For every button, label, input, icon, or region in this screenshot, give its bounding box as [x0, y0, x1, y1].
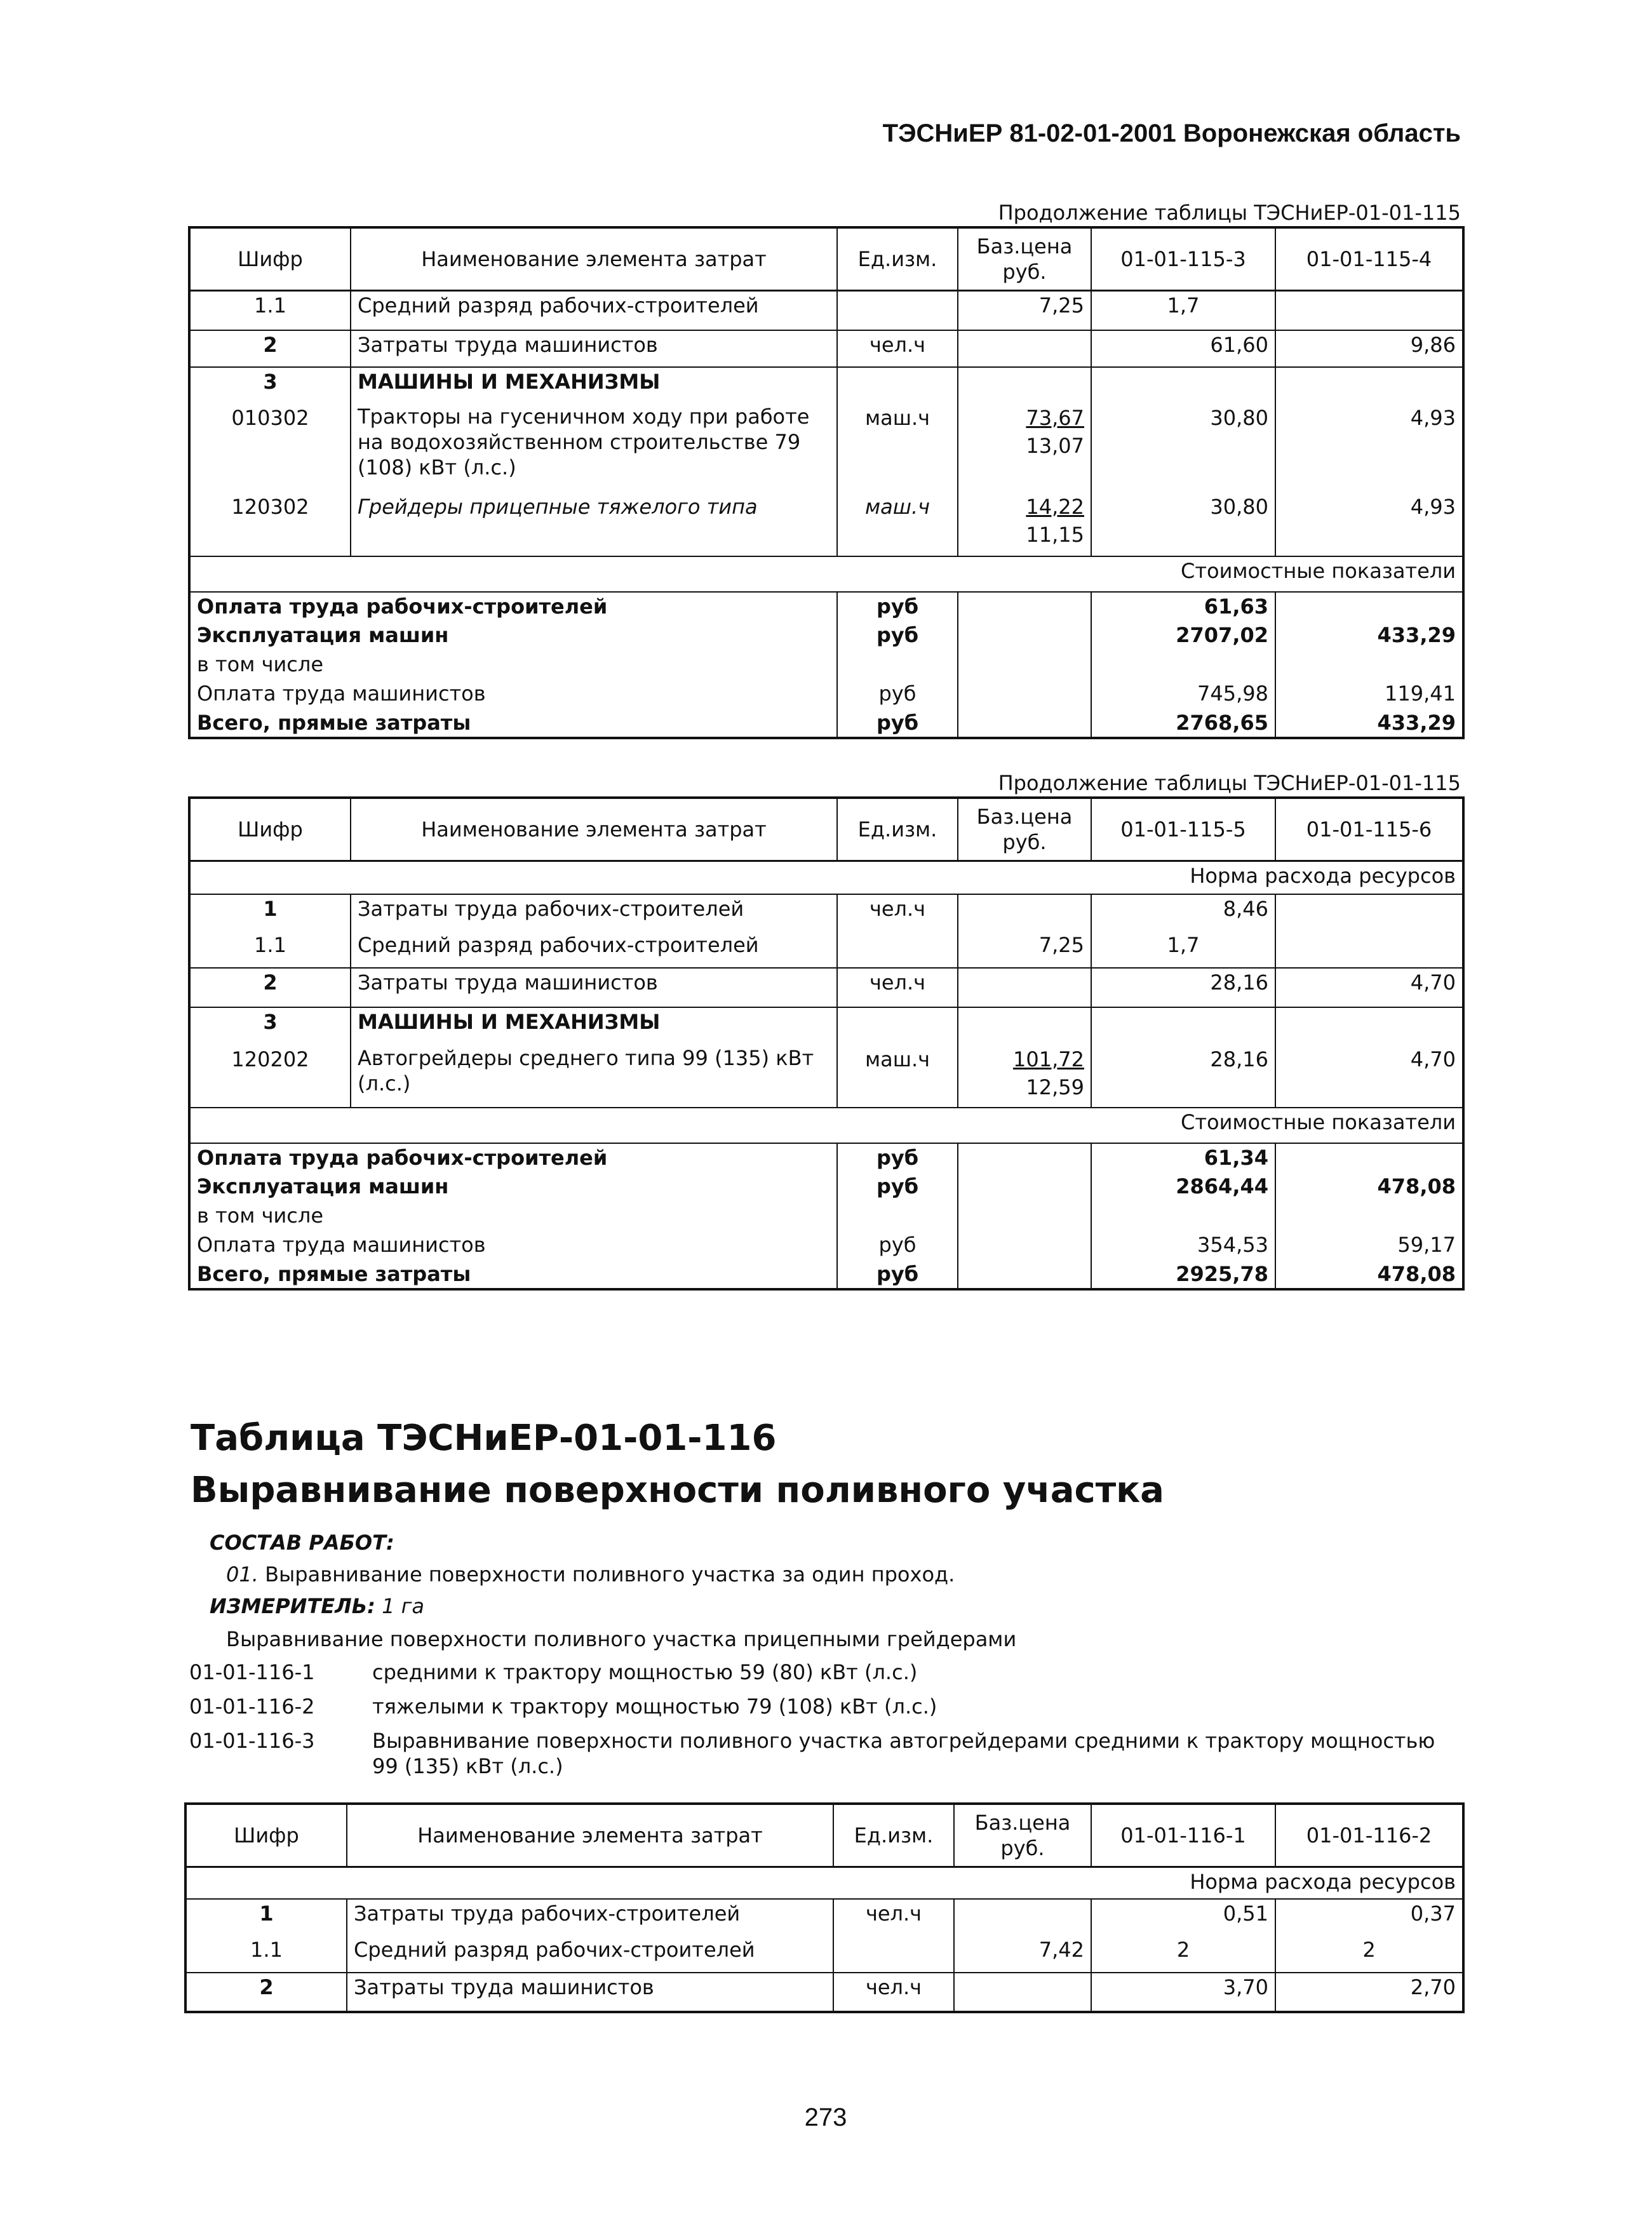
row-name: Затраты труда рабочих-строителей [347, 1899, 833, 1936]
row-unit: маш.ч [837, 1045, 958, 1108]
row-code: 3 [189, 1007, 351, 1045]
row-name: Затраты труда машинистов [351, 968, 837, 1007]
cost-row [189, 680, 1463, 709]
row-price [958, 1007, 1091, 1045]
row-v2: 0,37 [1275, 1899, 1463, 1936]
row-v1: 3,70 [1091, 1973, 1275, 2012]
row-unit [837, 291, 958, 330]
cost-price [958, 621, 1091, 650]
cost-name: Всего, прямые затраты [189, 709, 837, 738]
table-row [189, 1045, 1463, 1108]
col-header-price: Баз.цена руб. [954, 1804, 1091, 1867]
row-code: 120202 [189, 1045, 351, 1108]
table-row [185, 1973, 1463, 2012]
cost-unit: руб [837, 1231, 958, 1260]
cost-price [958, 680, 1091, 709]
row-name: МАШИНЫ И МЕХАНИЗМЫ [351, 1007, 837, 1045]
cost-unit: руб [837, 621, 958, 650]
price-secondary: 11,15 [1026, 522, 1084, 547]
norm-label: Норма расхода ресурсов [185, 1867, 1463, 1899]
row-unit: чел.ч [833, 1973, 954, 2012]
row-v2: 4,93 [1275, 404, 1463, 493]
cost-row [189, 709, 1463, 738]
row-name: МАШИНЫ И МЕХАНИЗМЫ [351, 367, 837, 404]
cost-v2: 433,29 [1275, 709, 1463, 738]
row-unit: чел.ч [837, 330, 958, 367]
row-v2: 4,93 [1275, 493, 1463, 556]
work-item [226, 1562, 955, 1586]
row-v1: 28,16 [1091, 1045, 1275, 1108]
meter-line [210, 1594, 424, 1618]
row-v1: 2 [1091, 1936, 1275, 1973]
cost-unit: руб [837, 592, 958, 621]
table-row [189, 493, 1463, 556]
row-name: Затраты труда рабочих-строителей [351, 894, 837, 931]
row-v1: 8,46 [1091, 894, 1275, 931]
cost-v2: 478,08 [1275, 1172, 1463, 1202]
cost-price [958, 1143, 1091, 1172]
cost-v1: 2864,44 [1091, 1172, 1275, 1202]
row-v2 [1275, 931, 1463, 968]
row-v2: 2,70 [1275, 1973, 1463, 2012]
cost-v2: 478,08 [1275, 1260, 1463, 1289]
cost-name: Оплата труда рабочих-строителей [189, 592, 837, 621]
norm-row [189, 861, 1463, 894]
row-unit: чел.ч [837, 968, 958, 1007]
table1-caption: Продолжение таблицы ТЭСНиЕР-01-01-115 [998, 201, 1461, 225]
cost-unit [837, 1202, 958, 1231]
cost-v2: 119,41 [1275, 680, 1463, 709]
row-price [958, 404, 1091, 493]
section-row [189, 1108, 1463, 1143]
item-code: 01-01-116-3 [189, 1729, 315, 1753]
cost-unit: руб [837, 1172, 958, 1202]
table-row [189, 968, 1463, 1007]
row-v2 [1275, 291, 1463, 330]
item-text-cont: 99 (135) кВт (л.с.) [372, 1754, 563, 1778]
row-price [958, 1045, 1091, 1108]
col-header-name: Наименование элемента затрат [351, 798, 837, 861]
cost-v2: 433,29 [1275, 621, 1463, 650]
row-v1: 0,51 [1091, 1899, 1275, 1936]
row-unit [833, 1936, 954, 1973]
row-code: 2 [185, 1973, 347, 2012]
cost-v2 [1275, 592, 1463, 621]
item-text: Выравнивание поверхности поливного участка автогрейдерами средними к трактору мощностью [372, 1729, 1435, 1753]
row-name: Средний разряд рабочих-строителей [347, 1936, 833, 1973]
row-price [958, 330, 1091, 367]
intro-text: Выравнивание поверхности поливного участка прицепными грейдерами [226, 1627, 1017, 1651]
row-code: 2 [189, 968, 351, 1007]
price-value: 101,72 [1013, 1047, 1084, 1071]
col-header-price: Баз.цена руб. [958, 798, 1091, 861]
meter-value: 1 га [382, 1594, 425, 1618]
cost-name: Оплата труда машинистов [189, 680, 837, 709]
col-header-code: Шифр [189, 798, 351, 861]
table2-header-row [189, 798, 1463, 861]
row-code: 1 [189, 894, 351, 931]
cost-v1: 61,63 [1091, 592, 1275, 621]
cost-row [189, 1172, 1463, 1202]
row-name: Автогрейдеры среднего типа 99 (135) кВт (л.с.) [351, 1045, 837, 1108]
row-unit: чел.ч [837, 894, 958, 931]
row-name: Средний разряд рабочих-строителей [351, 931, 837, 968]
row-price [954, 1899, 1091, 1936]
cost-v2 [1275, 1143, 1463, 1172]
col-header-name: Наименование элемента затрат [347, 1804, 833, 1867]
row-price [958, 968, 1091, 1007]
cost-price [958, 1231, 1091, 1260]
table-row [185, 1936, 1463, 1973]
table-row [189, 931, 1463, 968]
cost-row [189, 1143, 1463, 1172]
row-price [958, 894, 1091, 931]
cost-unit: руб [837, 1143, 958, 1172]
cost-price [958, 1172, 1091, 1202]
col-header-unit: Ед.изм. [833, 1804, 954, 1867]
section-label: Стоимостные показатели [189, 1108, 1463, 1143]
row-code: 1 [185, 1899, 347, 1936]
norm-label: Норма расхода ресурсов [189, 861, 1463, 894]
table3 [184, 1802, 1465, 2013]
col-header-v2: 01-01-115-6 [1275, 798, 1463, 861]
item-text: средними к трактору мощностью 59 (80) кВт (л.с.) [372, 1660, 918, 1684]
row-unit: чел.ч [833, 1899, 954, 1936]
row-v1: 30,80 [1091, 404, 1275, 493]
price-value: 73,67 [1026, 405, 1084, 430]
table-row [189, 291, 1463, 330]
col-header-v2: 01-01-116-2 [1275, 1804, 1463, 1867]
cost-name: Всего, прямые затраты [189, 1260, 837, 1289]
row-unit [837, 367, 958, 404]
cost-name: в том числе [189, 1202, 837, 1231]
table1 [188, 226, 1465, 739]
col-header-name: Наименование элемента затрат [351, 227, 837, 291]
row-unit: маш.ч [837, 493, 958, 556]
cost-v1 [1091, 1202, 1275, 1231]
row-v1 [1091, 1007, 1275, 1045]
row-name: Средний разряд рабочих-строителей [351, 291, 837, 330]
item-code: 01-01-116-1 [189, 1660, 315, 1684]
cost-v2: 59,17 [1275, 1231, 1463, 1260]
cost-price [958, 709, 1091, 738]
row-name: Затраты труда машинистов [347, 1973, 833, 2012]
price-secondary: 12,59 [1026, 1075, 1084, 1099]
table-row [189, 367, 1463, 404]
row-code: 3 [189, 367, 351, 404]
section-label: Стоимостные показатели [189, 556, 1463, 592]
row-unit [837, 1007, 958, 1045]
table-title: Таблица ТЭСНиЕР-01-01-116 [191, 1418, 777, 1459]
cost-row [189, 592, 1463, 621]
works-label: СОСТАВ РАБОТ: [210, 1531, 394, 1555]
section-row [189, 556, 1463, 592]
cost-price [958, 1260, 1091, 1289]
page-number: 273 [804, 2103, 847, 2131]
row-v2 [1275, 894, 1463, 931]
price-value: 14,22 [1026, 494, 1084, 519]
col-header-code: Шифр [185, 1804, 347, 1867]
item-text: тяжелыми к трактору мощностью 79 (108) кВт (л.с.) [372, 1694, 937, 1719]
cost-v1: 354,53 [1091, 1231, 1275, 1260]
row-unit: маш.ч [837, 404, 958, 493]
table2-caption: Продолжение таблицы ТЭСНиЕР-01-01-115 [998, 771, 1461, 795]
row-code: 2 [189, 330, 351, 367]
table2 [188, 796, 1465, 1291]
row-price: 7,25 [958, 931, 1091, 968]
cost-row [189, 1260, 1463, 1289]
table1-header-row [189, 227, 1463, 291]
cost-v1: 2768,65 [1091, 709, 1275, 738]
row-price [958, 493, 1091, 556]
row-v2: 2 [1275, 1936, 1463, 1973]
table-row [189, 894, 1463, 931]
row-v2: 4,70 [1275, 1045, 1463, 1108]
cost-v1: 2707,02 [1091, 621, 1275, 650]
col-header-code: Шифр [189, 227, 351, 291]
work-text: Выравнивание поверхности поливного участка за один проход. [265, 1562, 955, 1586]
row-v2: 9,86 [1275, 330, 1463, 367]
cost-v2 [1275, 1202, 1463, 1231]
work-number: 01. [226, 1562, 259, 1586]
cost-v2 [1275, 650, 1463, 680]
page-header: ТЭСНиЕР 81-02-01-2001 Воронежская область [882, 119, 1461, 147]
cost-v1: 2925,78 [1091, 1260, 1275, 1289]
col-header-unit: Ед.изм. [837, 227, 958, 291]
cost-unit [837, 650, 958, 680]
row-code: 1.1 [189, 291, 351, 330]
cost-row [189, 1202, 1463, 1231]
meter-label: ИЗМЕРИТЕЛЬ: [210, 1594, 375, 1618]
cost-name: в том числе [189, 650, 837, 680]
cost-price [958, 650, 1091, 680]
cost-unit: руб [837, 1260, 958, 1289]
cost-v1: 745,98 [1091, 680, 1275, 709]
row-v2 [1275, 367, 1463, 404]
row-v2 [1275, 1007, 1463, 1045]
table3-header-row [185, 1804, 1463, 1867]
row-name: Тракторы на гусеничном ходу при работе на водохозяйственном строительстве 79 (108) кВт (л.с.) [351, 404, 837, 493]
row-code: 1.1 [185, 1936, 347, 1973]
row-v1: 30,80 [1091, 493, 1275, 556]
row-price [958, 367, 1091, 404]
cost-name: Оплата труда машинистов [189, 1231, 837, 1260]
row-v1: 1,7 [1091, 931, 1275, 968]
row-v1: 1,7 [1091, 291, 1275, 330]
col-header-v2: 01-01-115-4 [1275, 227, 1463, 291]
price-secondary: 13,07 [1026, 433, 1084, 458]
cost-name: Эксплуатация машин [189, 621, 837, 650]
row-price [954, 1973, 1091, 2012]
cost-unit: руб [837, 709, 958, 738]
cost-name: Оплата труда рабочих-строителей [189, 1143, 837, 1172]
cost-price [958, 1202, 1091, 1231]
row-v2: 4,70 [1275, 968, 1463, 1007]
col-header-unit: Ед.изм. [837, 798, 958, 861]
cost-row [189, 621, 1463, 650]
table-subtitle: Выравнивание поверхности поливного участка [191, 1470, 1164, 1511]
cost-v1: 61,34 [1091, 1143, 1275, 1172]
row-price: 7,25 [958, 291, 1091, 330]
cost-name: Эксплуатация машин [189, 1172, 837, 1202]
cost-v1 [1091, 650, 1275, 680]
norm-row [185, 1867, 1463, 1899]
cost-row [189, 1231, 1463, 1260]
table-row [185, 1899, 1463, 1936]
row-v1 [1091, 367, 1275, 404]
table-row [189, 330, 1463, 367]
table-row [189, 404, 1463, 493]
row-v1: 28,16 [1091, 968, 1275, 1007]
row-name: Грейдеры прицепные тяжелого типа [351, 493, 837, 556]
table-row [189, 1007, 1463, 1045]
row-code: 010302 [189, 404, 351, 493]
row-name: Затраты труда машинистов [351, 330, 837, 367]
row-unit [837, 931, 958, 968]
row-v1: 61,60 [1091, 330, 1275, 367]
cost-unit: руб [837, 680, 958, 709]
row-price: 7,42 [954, 1936, 1091, 1973]
cost-row [189, 650, 1463, 680]
col-header-v1: 01-01-115-5 [1091, 798, 1275, 861]
col-header-price: Баз.цена руб. [958, 227, 1091, 291]
col-header-v1: 01-01-116-1 [1091, 1804, 1275, 1867]
item-code: 01-01-116-2 [189, 1694, 315, 1719]
row-code: 1.1 [189, 931, 351, 968]
cost-price [958, 592, 1091, 621]
col-header-v1: 01-01-115-3 [1091, 227, 1275, 291]
row-code: 120302 [189, 493, 351, 556]
